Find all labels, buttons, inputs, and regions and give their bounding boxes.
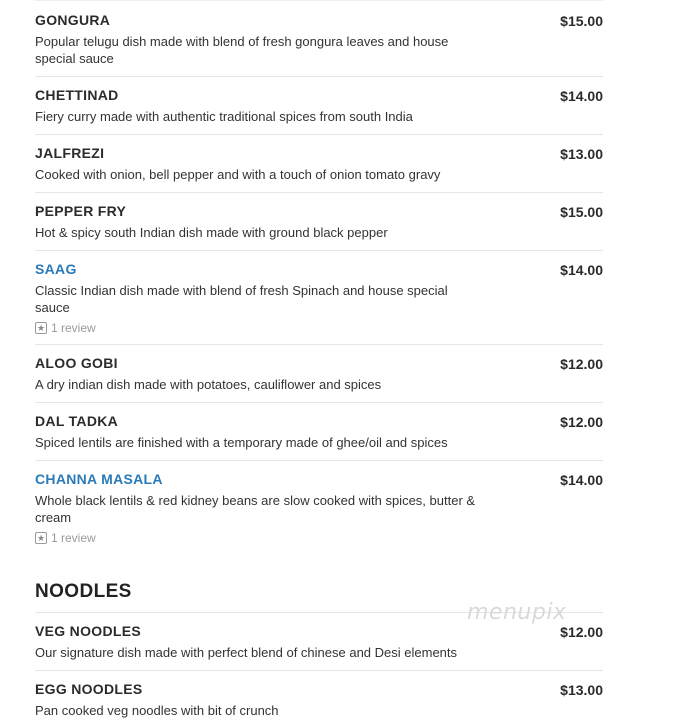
- item-price: $15.00: [560, 204, 603, 220]
- item-price: $14.00: [560, 262, 603, 278]
- section-title: NOODLES: [35, 581, 132, 602]
- menu-item-gongura: [35, 0, 603, 76]
- item-name: VEG NOODLES: [35, 623, 141, 639]
- item-name: PEPPER FRY: [35, 203, 127, 219]
- review-label[interactable]: 1 review: [51, 321, 96, 335]
- item-description: Pan cooked veg noodles with bit of crunch: [35, 703, 279, 718]
- item-name: EGG NOODLES: [35, 681, 143, 697]
- item-price: $14.00: [560, 88, 603, 104]
- item-description: Popular telugu dish made with blend of fresh gongura leaves and house special sauce: [35, 34, 449, 66]
- item-description: Cooked with onion, bell pepper and with a touch of onion tomato gravy: [35, 167, 441, 182]
- menu-item-saag: [35, 250, 603, 344]
- item-name: ALOO GOBI: [35, 355, 118, 371]
- menu-item-chettinad: [35, 76, 603, 134]
- item-name-link[interactable]: SAAG: [35, 261, 77, 277]
- menu-item-egg-noodles: [35, 670, 603, 728]
- item-price: $15.00: [560, 13, 603, 29]
- item-price: $12.00: [560, 414, 603, 430]
- menu-item-dal-tadka: [35, 402, 603, 460]
- item-price: $14.00: [560, 472, 603, 488]
- item-description: Hot & spicy south Indian dish made with ground black pepper: [35, 225, 388, 240]
- item-description: Spiced lentils are finished with a temporary made of ghee/oil and spices: [35, 435, 448, 450]
- item-description: Classic Indian dish made with blend of fresh Spinach and house special sauce: [35, 283, 448, 315]
- item-name: JALFREZI: [35, 145, 105, 161]
- menu-item-aloo-gobi: [35, 344, 603, 402]
- menu-item-channa-masala: [35, 460, 603, 554]
- item-price: $12.00: [560, 624, 603, 640]
- item-price: $13.00: [560, 682, 603, 698]
- item-name: GONGURA: [35, 12, 111, 28]
- menu-item-jalfrezi: [35, 134, 603, 192]
- item-description: Our signature dish made with perfect blend of chinese and Desi elements: [35, 645, 458, 660]
- item-price: $12.00: [560, 356, 603, 372]
- item-name: DAL TADKA: [35, 413, 119, 429]
- review-label[interactable]: 1 review: [51, 531, 96, 545]
- watermark-logo: menupix: [467, 600, 567, 625]
- menu-item-pepper-fry: [35, 192, 603, 250]
- star-icon: ★: [36, 322, 46, 333]
- item-description: Fiery curry made with authentic traditional spices from south India: [35, 109, 413, 124]
- review-count[interactable]: [35, 321, 603, 335]
- item-price: $13.00: [560, 146, 603, 162]
- item-description: A dry indian dish made with potatoes, cauliflower and spices: [35, 377, 382, 392]
- star-icon: ★: [36, 532, 46, 543]
- item-name: CHETTINAD: [35, 87, 119, 103]
- item-description: Whole black lentils & red kidney beans are slow cooked with spices, butter & cream: [35, 493, 476, 525]
- item-name-link[interactable]: CHANNA MASALA: [35, 471, 163, 487]
- review-count[interactable]: [35, 531, 603, 545]
